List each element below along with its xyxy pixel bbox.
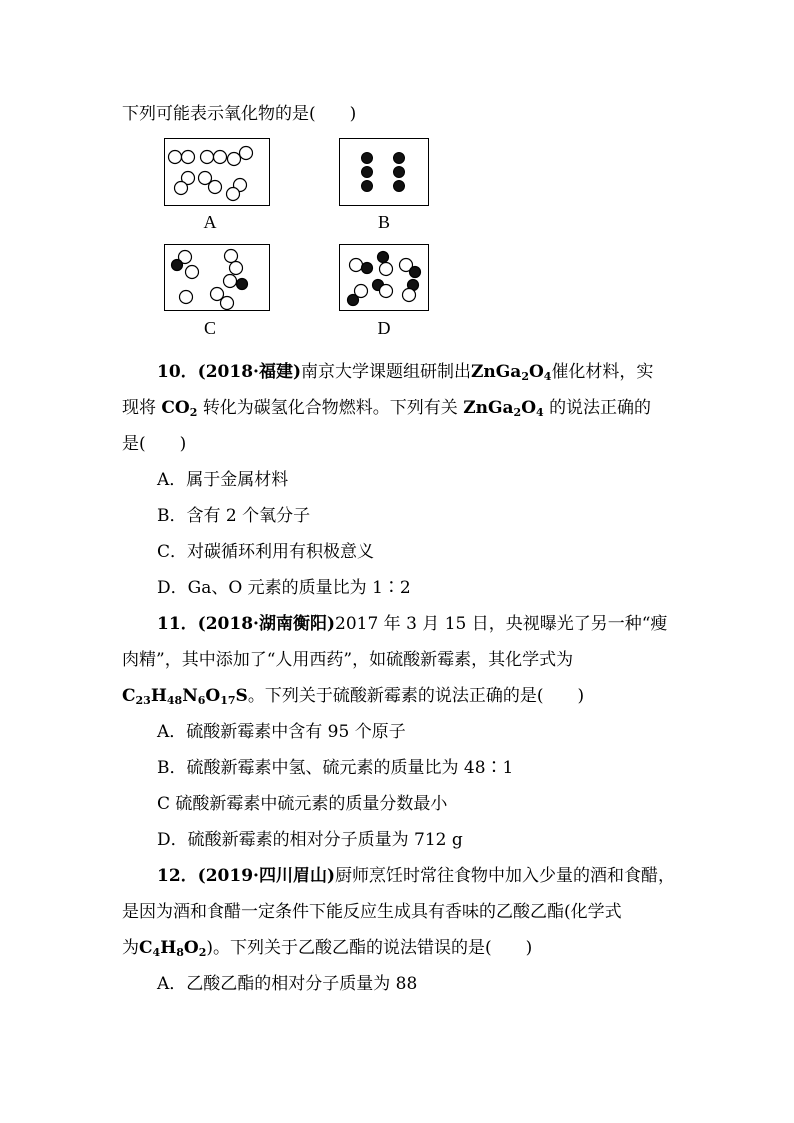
atom-white — [350, 259, 363, 272]
q9-stem: 下列可能表示氧化物的是( ) — [122, 104, 357, 124]
atom-white — [175, 182, 188, 195]
atom-white — [169, 151, 182, 164]
atom-white — [221, 297, 234, 310]
atom-white — [228, 153, 241, 166]
atom-black — [410, 267, 421, 278]
neomycin-formula: $C_{23}H_{48}N_6O_{17}S$ — [122, 686, 248, 707]
q11-option-c: C 硫酸新霉素中硫元素的质量分数最小 — [157, 794, 448, 814]
q10-option-c: C．对碳循环利用有积极意义 — [157, 542, 375, 562]
diagram-box-b — [339, 138, 429, 206]
atom-white — [225, 250, 238, 263]
atom-black — [362, 263, 373, 274]
atom-black — [378, 252, 389, 263]
atom-white — [380, 285, 393, 298]
atom-black — [394, 167, 405, 178]
q10-line-2: 现将 $CO_2$ 转化为碳氢化合物燃料。下列有关 $ZnGa_2O_4$ 的说法正确的 — [122, 398, 652, 419]
atom-white — [209, 181, 222, 194]
atom-white — [186, 266, 199, 279]
q11-option-b: B．硫酸新霉素中氢、硫元素的质量比为 48∶1 — [157, 758, 514, 778]
ethyl-acetate-formula: $C_4H_8O_2$ — [139, 938, 207, 959]
atom-white — [180, 291, 193, 304]
q10-option-d: D．Ga、O 元素的质量比为 1∶2 — [157, 578, 411, 598]
particles-d — [340, 245, 430, 312]
q11-line-2: 肉精”，其中添加了“人用西药”，如硫酸新霉素，其化学式为 — [122, 650, 574, 670]
atom-black — [237, 279, 248, 290]
q10-formula-2: $ZnGa_2O_4$ — [463, 398, 544, 419]
particles-c — [165, 245, 271, 312]
atom-white — [214, 151, 227, 164]
diagram-label-d: D — [377, 318, 391, 338]
q11-option-a: A．硫酸新霉素中含有 95 个原子 — [157, 722, 406, 742]
q10-text-tail: 催化材料，实 — [551, 362, 654, 382]
q11-line-3: $C_{23}H_{48}N_6O_{17}S$。下列关于硫酸新霉素的说法正确的是( ) — [122, 686, 585, 707]
q10-line-1 — [157, 357, 653, 382]
atom-black — [348, 295, 359, 306]
q10-line-3: 是( ) — [122, 434, 187, 454]
atom-white — [201, 151, 214, 164]
q12-option-a: A．乙酸乙酯的相对分子质量为 88 — [157, 974, 418, 994]
diagram-box-a — [164, 138, 270, 206]
diagram-label-b: B — [377, 212, 390, 232]
atom-white — [182, 151, 195, 164]
atom-black — [362, 153, 373, 164]
q12-line-2: 是因为酒和食醋一定条件下能反应生成具有香味的乙酸乙酯(化学式 — [122, 902, 622, 922]
q11-source: (2018·湖南衡阳) — [197, 614, 335, 634]
diagram-label-a: A — [203, 212, 217, 232]
particles-b — [340, 139, 430, 207]
atom-white — [227, 188, 240, 201]
q11-line-1: 11．(2018·湖南衡阳)2017 年 3 月 15 日，央视曝光了另一种“瘦 — [157, 614, 668, 634]
q11-number: 11． — [157, 614, 198, 634]
atom-black — [362, 167, 373, 178]
atom-black — [362, 181, 373, 192]
q10-number: 10． — [157, 362, 198, 382]
atom-white — [380, 263, 393, 276]
atom-white — [240, 147, 253, 160]
q10-formula-1: $ZnGa_2O_4$ — [471, 362, 552, 383]
atom-black — [172, 260, 183, 271]
atom-white — [224, 275, 237, 288]
atom-black — [394, 153, 405, 164]
atom-white — [403, 289, 416, 302]
co2-formula: $CO_2$ — [161, 398, 198, 419]
q10-text: 南京大学课题组研制出 — [301, 362, 471, 382]
q12-line-3: 为$C_4H_8O_2$)。下列关于乙酸乙酯的说法错误的是( ) — [122, 938, 533, 959]
q10-source: (2018·福建) — [197, 362, 301, 382]
diagram-box-d — [339, 244, 429, 311]
atom-black — [394, 181, 405, 192]
diagram-label-c: C — [203, 318, 216, 338]
q11-option-d: D．硫酸新霉素的相对分子质量为 712 g — [157, 830, 463, 850]
diagram-box-c — [164, 244, 270, 311]
atom-white — [230, 262, 243, 275]
q10-option-a: A．属于金属材料 — [157, 470, 289, 490]
particles-a — [165, 139, 271, 207]
q12-number: 12． — [157, 866, 198, 886]
q10-option-b: B．含有 2 个氧分子 — [157, 506, 311, 526]
q12-line-1: 12．(2019·四川眉山)厨师烹饪时常往食物中加入少量的酒和食醋， — [157, 866, 675, 886]
q12-source: (2019·四川眉山) — [197, 866, 335, 886]
